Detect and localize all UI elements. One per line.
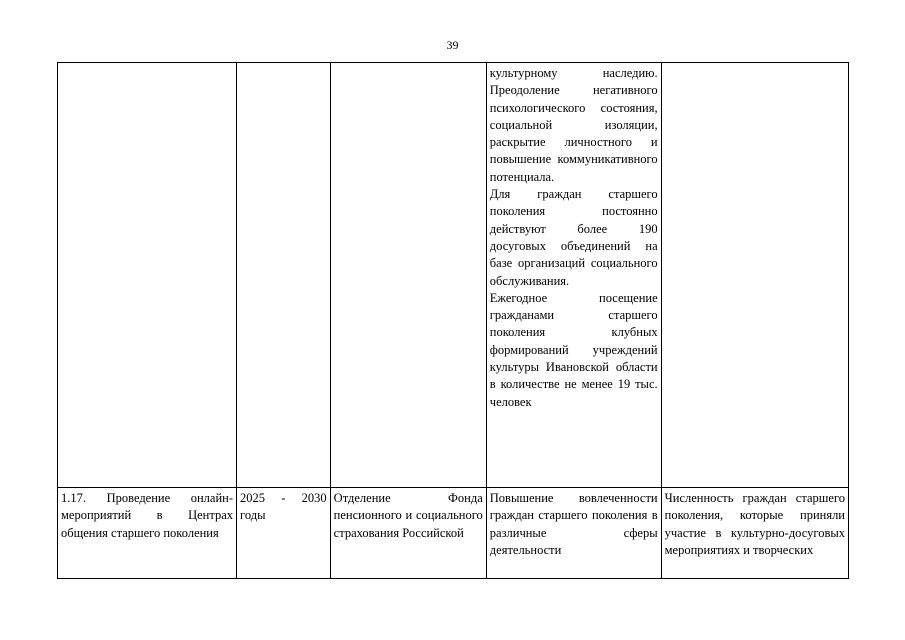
continuation-cell-indicator: [661, 63, 848, 488]
table-row-continuation: [58, 63, 849, 488]
continuation-cell-period: [237, 63, 331, 488]
continuation-cell-result: [486, 63, 661, 488]
executor-cell: Отделение Фонда пенсионного и социального страхования Российской: [330, 488, 486, 579]
table-row-1-17: [58, 488, 849, 579]
period-cell: 2025 - 2030 годы: [237, 488, 331, 579]
measures-table: [57, 62, 849, 579]
activity-cell: 1.17. Проведение онлайн-мероприятий в Центрах общения старшего поколения: [58, 488, 237, 579]
continuation-cell-executor: [330, 63, 486, 488]
result-cell: Повышение вовлеченности граждан старшего поколения в различные сферы деятельности: [486, 488, 661, 579]
continuation-cell-activity: [58, 63, 237, 488]
indicator-cell: Численность граждан старшего поколения, которые приняли участие в культурно-досуговых мероприятиях и творческих: [661, 488, 848, 579]
result-paragraph: Ежегодное посещение гражданами старшего поколения клубных формирований учреждений культуры Ивановской области в количестве не менее 19 тыс. человек: [489, 290, 658, 409]
result-paragraph: Для граждан старшего поколения постоянно действуют более 190 досуговых объединений на базе организаций социального обслуживания.: [489, 187, 658, 288]
page-number: 39: [446, 38, 459, 52]
result-paragraph: культурному наследию. Преодоление негативного психологического состояния, социальной изоляции, раскрытие личностного и повышение коммуникативного потенциала.: [489, 66, 658, 184]
